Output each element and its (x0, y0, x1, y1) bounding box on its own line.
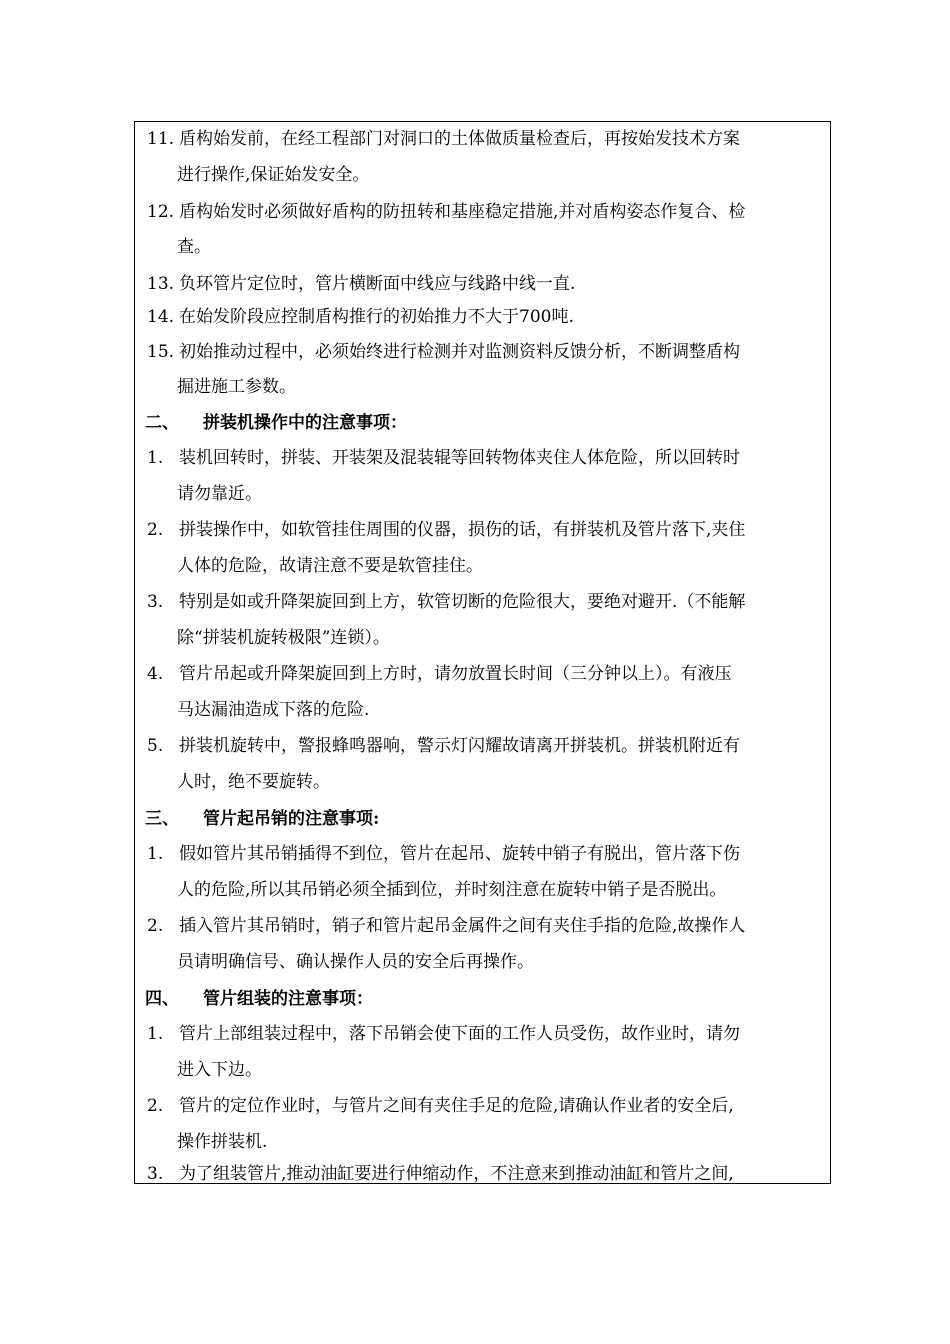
item-number: 14. (147, 307, 175, 327)
item-number: 12. (147, 202, 175, 222)
item-text: 装机回转时，拼装、开装架及混装辊等回转物体夹住人体危险，所以回转时 (179, 448, 740, 468)
section-number: 二、 (145, 413, 179, 433)
section-number: 四、 (145, 989, 179, 1009)
item-text: 进入下边。 (177, 1060, 262, 1080)
item-number: 2. (147, 916, 164, 936)
item-number: 1. (147, 448, 164, 468)
section-title: 管片组装的注意事项： (203, 989, 373, 1009)
item-number: 3. (147, 592, 164, 612)
document-table-cell (134, 121, 831, 1184)
item-text: 特别是如或升降架旋回到上方，软管切断的危险很大，要绝对避开.（不能解 (179, 592, 746, 612)
item-text: 假如管片其吊销插得不到位，管片在起吊、旋转中销子有脱出，管片落下伤 (179, 844, 740, 864)
item-text: 操作拼装机. (177, 1132, 268, 1152)
item-text: 掘进施工参数。 (177, 377, 296, 397)
item-text: 盾构始发时必须做好盾构的防扭转和基座稳定措施,并对盾构姿态作复合、检 (179, 202, 746, 222)
item-text: 进行操作,保证始发安全。 (177, 165, 370, 185)
item-number: 1. (147, 1024, 164, 1044)
item-number: 15. (147, 342, 175, 362)
item-text: 盾构始发前，在经工程部门对洞口的土体做质量检查后，再按始发技术方案 (179, 129, 740, 149)
item-text: 在始发阶段应控制盾构推行的初始推力不大于700吨. (179, 307, 574, 327)
item-text: 管片吊起或升降架旋回到上方时，请勿放置长时间（三分钟以上）。有液压 (179, 664, 732, 684)
item-text: 为了组装管片,推动油缸要进行伸缩动作，不注意来到推动油缸和管片之间, (179, 1164, 734, 1184)
section-title: 管片起吊销的注意事项: (203, 809, 380, 829)
item-text: 请勿靠近。 (177, 484, 262, 504)
section-title: 拼装机操作中的注意事项： (203, 413, 407, 433)
item-text: 人的危险,所以其吊销必须全插到位，并时刻注意在旋转中销子是否脱出。 (177, 880, 727, 900)
item-text: 人时，绝不要旋转。 (177, 772, 330, 792)
item-text: 拼装操作中，如软管挂住周围的仪器，损伤的话，有拼装机及管片落下,夹住 (179, 520, 746, 540)
item-text: 员请明确信号、确认操作人员的安全后再操作。 (177, 952, 534, 972)
item-number: 2. (147, 1096, 164, 1116)
item-number: 5. (147, 736, 164, 756)
item-text: 除“拼装机旋转极限”连锁）。 (177, 628, 390, 648)
item-number: 1. (147, 844, 164, 864)
item-text: 查。 (177, 237, 211, 257)
item-text: 负环管片定位时，管片横断面中线应与线路中线一直. (179, 274, 576, 294)
item-text: 马达漏油造成下落的危险. (177, 700, 370, 720)
item-text: 管片上部组装过程中，落下吊销会使下面的工作人员受伤，故作业时，请勿 (179, 1024, 740, 1044)
item-text: 人体的危险，故请注意不要是软管挂住。 (177, 556, 483, 576)
item-number: 3. (147, 1164, 164, 1184)
item-number: 2. (147, 520, 164, 540)
item-text: 管片的定位作业时，与管片之间有夹住手足的危险,请确认作业者的安全后, (179, 1096, 734, 1116)
item-number: 13. (147, 274, 175, 294)
item-text: 初始推动过程中，必须始终进行检测并对监测资料反馈分析，不断调整盾构 (179, 342, 740, 362)
item-number: 4. (147, 664, 164, 684)
section-number: 三、 (145, 809, 179, 829)
item-number: 11. (147, 129, 175, 149)
item-text: 插入管片其吊销时，销子和管片起吊金属件之间有夹住手指的危险,故操作人 (179, 916, 746, 936)
item-text: 拼装机旋转中，警报蜂鸣器响，警示灯闪耀故请离开拼装机。拼装机附近有 (179, 736, 740, 756)
